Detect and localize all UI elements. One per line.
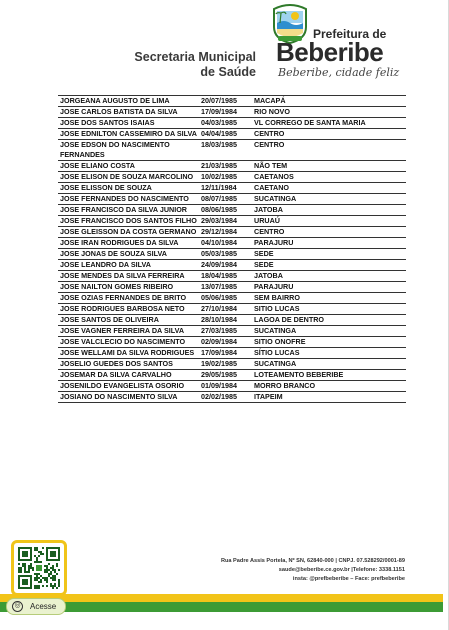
cell-name: JOSE WELLAMI DA SILVA RODRIGUES [58,348,199,359]
table-row [58,172,406,183]
table-row [58,392,406,403]
cell-name: JOSE FRANCISCO DOS SANTOS FILHO [58,216,199,227]
table-row [58,282,406,293]
table-row [58,370,406,381]
table-row [58,183,406,194]
footer-bottom-margin [0,612,443,630]
cell-name: JOSE VAGNER FERREIRA DA SILVA [58,326,199,337]
cell-locality: URUAÚ [252,216,406,227]
cell-birthdate: 04/03/1985 [199,118,252,129]
cell-locality: JATOBA [252,205,406,216]
table-row [58,205,406,216]
table-row [58,140,406,161]
cell-name: JOSE LEANDRO DA SILVA [58,260,199,271]
cell-name: JOSE EDNILTON CASSEMIRO DA SILVA [58,129,199,140]
city-name: Beberibe [276,37,384,67]
footer-yellow-stripe [0,594,443,602]
cell-locality: MACAPÁ [252,96,406,107]
cell-birthdate: 02/02/1985 [199,392,252,403]
cell-locality: VL CORREGO DE SANTA MARIA [252,118,406,129]
cell-name: JOSE DOS SANTOS ISAIAS [58,118,199,129]
cell-name: JOSE IRAN RODRIGUES DA SILVA [58,238,199,249]
cell-locality: SITIO LUCAS [252,304,406,315]
cell-locality: PARAJURU [252,282,406,293]
table-row [58,359,406,370]
cell-name: JOSE VALCLECIO DO NASCIMENTO [58,337,199,348]
table-row [58,326,406,337]
cell-birthdate: 20/07/1985 [199,96,252,107]
cell-name: JOSE MENDES DA SILVA FERREIRA [58,271,199,282]
secretaria-line-2: de Saúde [200,65,256,79]
cell-locality: LAGOA DE DENTRO [252,315,406,326]
camera-icon: ◎ [12,601,23,612]
cell-birthdate: 27/10/1984 [199,304,252,315]
cell-name: JOSE EDSON DO NASCIMENTO FERNANDES [58,140,199,161]
city-slogan: Beberibe, cidade feliz [278,66,400,79]
cell-birthdate: 18/04/1985 [199,271,252,282]
cell-birthdate: 27/03/1985 [199,326,252,337]
cell-locality: PARAJURU [252,238,406,249]
cell-locality: CENTRO [252,227,406,238]
cell-name: JOSE CARLOS BATISTA DA SILVA [58,107,199,118]
cell-locality: SUCATINGA [252,359,406,370]
cell-birthdate: 13/07/1985 [199,282,252,293]
cell-birthdate: 29/05/1985 [199,370,252,381]
cell-birthdate: 28/10/1984 [199,315,252,326]
cell-name: JOSE GLEISSON DA COSTA GERMANO [58,227,199,238]
cell-locality: NÃO TEM [252,161,406,172]
table-row [58,304,406,315]
table-row [58,227,406,238]
cell-locality: SUCATINGA [252,194,406,205]
table-row [58,293,406,304]
cell-birthdate: 18/03/1985 [199,140,252,161]
prefeitura-label: Prefeitura de [313,27,387,41]
table-row [58,271,406,282]
cell-birthdate: 17/09/1984 [199,107,252,118]
footer-address: Rua Padre Assis Portela, Nº SN, 62840-000 | CNPJ. 07.528292/0001-89 [220,558,405,564]
cell-locality: MORRO BRANCO [252,381,406,392]
cell-name: JOSE FERNANDES DO NASCIMENTO [58,194,199,205]
cell-name: JOSE SANTOS DE OLIVEIRA [58,315,199,326]
cell-birthdate: 01/09/1984 [199,381,252,392]
qr-code-icon [18,547,60,589]
table-row [58,260,406,271]
table-row [58,348,406,359]
cell-name: JOSE NAILTON GOMES RIBEIRO [58,282,199,293]
cell-locality: SÍTIO LUCAS [252,348,406,359]
table-row [58,161,406,172]
secretaria-line-1: Secretaria Municipal [134,50,256,64]
footer-green-stripe [0,602,443,612]
table-row [58,107,406,118]
cell-birthdate: 10/02/1985 [199,172,252,183]
cell-name: JOSEMAR DA SILVA CARVALHO [58,370,199,381]
cell-birthdate: 29/03/1984 [199,216,252,227]
table-row [58,194,406,205]
cell-name: JOSENILDO EVANGELISTA OSORIO [58,381,199,392]
cell-name: JOSE FRANCISCO DA SILVA JUNIOR [58,205,199,216]
cell-name: JOSE RODRIGUES BARBOSA NETO [58,304,199,315]
cell-birthdate: 02/09/1984 [199,337,252,348]
cell-birthdate: 04/10/1984 [199,238,252,249]
cell-name: JOSE OZIAS FERNANDES DE BRITO [58,293,199,304]
cell-birthdate: 21/03/1985 [199,161,252,172]
cell-locality: SEDE [252,249,406,260]
table-row [58,249,406,260]
cell-name: JOSE ELIANO COSTA [58,161,199,172]
cell-birthdate: 29/12/1984 [199,227,252,238]
table-row [58,337,406,348]
cell-locality: SITIO ONOFRE [252,337,406,348]
cell-locality: RIO NOVO [252,107,406,118]
table-row [58,216,406,227]
table-row [58,238,406,249]
cell-birthdate: 17/09/1984 [199,348,252,359]
cell-birthdate: 04/04/1985 [199,129,252,140]
table-row [58,118,406,129]
footer-contact: saude@beberibe.ce.gov.br |Telefone: 3338.1151 [278,567,405,573]
cell-birthdate: 08/06/1985 [199,205,252,216]
cell-locality: LOTEAMENTO BEBERIBE [252,370,406,381]
cell-name: JOSELIO GUEDES DOS SANTOS [58,359,199,370]
cell-locality: CENTRO [252,129,406,140]
table-row [58,129,406,140]
cell-locality: CAETANO [252,183,406,194]
table-row [58,381,406,392]
citizens-table [58,95,406,403]
cell-name: JORGEANA AUGUSTO DE LIMA [58,96,199,107]
acesse-label: Acesse [30,602,57,611]
cell-name: JOSIANO DO NASCIMENTO SILVA [58,392,199,403]
cell-birthdate: 05/06/1985 [199,293,252,304]
cell-locality: SEDE [252,260,406,271]
cell-name: JOSE JONAS DE SOUZA SILVA [58,249,199,260]
table-row [58,315,406,326]
cell-name: JOSE ELISSON DE SOUZA [58,183,199,194]
qr-code-frame[interactable] [11,540,67,596]
footer-social: insta: @prefbeberibe – Face: prefbeberibe [292,576,405,582]
cell-name: JOSE ELISON DE SOUZA MARCOLINO [58,172,199,183]
cell-locality: JATOBA [252,271,406,282]
cell-birthdate: 24/09/1984 [199,260,252,271]
cell-locality: ITAPEIM [252,392,406,403]
cell-birthdate: 12/11/1984 [199,183,252,194]
secretaria-title [112,50,256,80]
table-row [58,96,406,107]
cell-birthdate: 05/03/1985 [199,249,252,260]
cell-birthdate: 19/02/1985 [199,359,252,370]
cell-locality: CAETANOS [252,172,406,183]
cell-birthdate: 08/07/1985 [199,194,252,205]
cell-locality: SUCATINGA [252,326,406,337]
cell-locality: CENTRO [252,140,406,161]
cell-locality: SEM BAIRRO [252,293,406,304]
